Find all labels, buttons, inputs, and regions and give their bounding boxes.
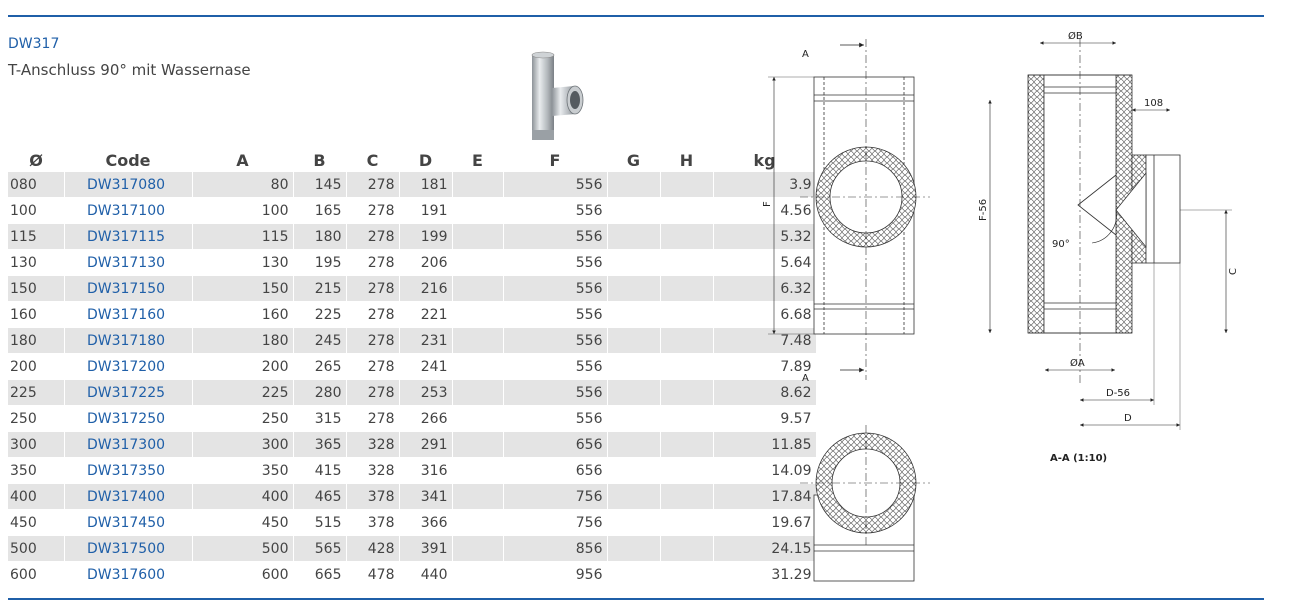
table-header-row (8, 149, 816, 172)
table-cell: 17.84 (713, 484, 816, 510)
col-header-c: C (366, 150, 379, 170)
table-cell (660, 276, 713, 302)
table-cell: 180 (192, 328, 293, 354)
table-cell: 500 (192, 536, 293, 562)
table-cell: 378 (346, 484, 399, 510)
table-cell: 278 (346, 328, 399, 354)
product-code-link[interactable]: DW317115 (64, 224, 192, 250)
table-cell: 415 (293, 458, 346, 484)
table-cell: 291 (399, 432, 452, 458)
table-cell: 215 (293, 276, 346, 302)
table-cell: 350 (8, 458, 64, 484)
table-cell: 266 (399, 406, 452, 432)
table-cell (452, 354, 503, 380)
table-cell: 278 (346, 380, 399, 406)
table-cell (452, 302, 503, 328)
table-row (8, 536, 816, 562)
table-cell (452, 276, 503, 302)
table-cell: 565 (293, 536, 346, 562)
table-cell: 278 (346, 406, 399, 432)
table-cell (660, 562, 713, 588)
table-cell (607, 406, 660, 432)
table-cell (607, 198, 660, 224)
table-cell: 216 (399, 276, 452, 302)
technical-drawing (740, 25, 1260, 590)
table-cell: 756 (503, 484, 607, 510)
table-cell (452, 536, 503, 562)
table-cell (607, 354, 660, 380)
table-cell (607, 432, 660, 458)
table-cell (452, 562, 503, 588)
table-cell: 6.32 (713, 276, 816, 302)
table-row (8, 354, 816, 380)
table-cell: 160 (8, 302, 64, 328)
table-cell: 556 (503, 172, 607, 198)
col-header-code: Code (105, 150, 151, 170)
table-cell: 5.64 (713, 250, 816, 276)
table-cell: 556 (503, 380, 607, 406)
table-cell (660, 354, 713, 380)
table-row (8, 380, 816, 406)
dim-label-b: ØB (1068, 31, 1083, 42)
table-cell (660, 484, 713, 510)
table-cell: 278 (346, 354, 399, 380)
table-cell: 450 (8, 510, 64, 536)
col-header-diameter: Ø (29, 150, 43, 170)
table-cell: 200 (192, 354, 293, 380)
product-code-link[interactable]: DW317100 (64, 198, 192, 224)
table-cell (452, 458, 503, 484)
table-cell: 500 (8, 536, 64, 562)
table-row (8, 224, 816, 250)
top-rule (8, 15, 1264, 17)
table-cell (607, 562, 660, 588)
table-cell: 278 (346, 172, 399, 198)
table-cell: 191 (399, 198, 452, 224)
table-cell (452, 198, 503, 224)
table-cell: 428 (346, 536, 399, 562)
section-marker-bottom: A (802, 373, 809, 384)
col-header-g: G (626, 150, 641, 170)
table-cell (660, 380, 713, 406)
table-cell: 328 (346, 432, 399, 458)
table-cell: 241 (399, 354, 452, 380)
table-cell: 328 (346, 458, 399, 484)
product-code-link[interactable]: DW317080 (64, 172, 192, 198)
col-header-f: F (549, 150, 561, 170)
table-cell: 7.89 (713, 354, 816, 380)
dim-label-d: D (1124, 413, 1132, 424)
table-cell (660, 536, 713, 562)
table-cell: 115 (8, 224, 64, 250)
table-cell: 391 (399, 536, 452, 562)
table-cell: 478 (346, 562, 399, 588)
table-cell (607, 380, 660, 406)
table-cell: 756 (503, 510, 607, 536)
table-cell: 278 (346, 302, 399, 328)
table-cell: 7.48 (713, 328, 816, 354)
table-cell: 341 (399, 484, 452, 510)
table-cell: 556 (503, 328, 607, 354)
dim-label-angle: 90° (1052, 239, 1070, 250)
col-header-a: A (236, 150, 249, 170)
product-code-link[interactable]: DW317300 (64, 432, 192, 458)
bottom-rule (8, 598, 1264, 600)
col-header-kg: kg (753, 150, 776, 170)
table-cell (607, 302, 660, 328)
table-cell: 24.15 (713, 536, 816, 562)
table-cell: 278 (346, 276, 399, 302)
table-cell: 315 (293, 406, 346, 432)
table-cell: 378 (346, 510, 399, 536)
table-cell (660, 250, 713, 276)
product-code-link[interactable]: DW317200 (64, 354, 192, 380)
table-cell: 365 (293, 432, 346, 458)
table-cell: 9.57 (713, 406, 816, 432)
table-cell (452, 484, 503, 510)
table-cell: 278 (346, 250, 399, 276)
table-cell: 278 (346, 224, 399, 250)
col-header-d: D (418, 150, 433, 170)
table-cell: 300 (192, 432, 293, 458)
table-cell: 450 (192, 510, 293, 536)
table-cell: 280 (293, 380, 346, 406)
table-row (8, 302, 816, 328)
table-cell: 180 (293, 224, 346, 250)
table-cell: 856 (503, 536, 607, 562)
table-cell: 200 (8, 354, 64, 380)
table-cell: 245 (293, 328, 346, 354)
table-row (8, 458, 816, 484)
table-cell: 080 (8, 172, 64, 198)
table-cell (660, 328, 713, 354)
table-cell: 656 (503, 458, 607, 484)
table-cell: 130 (192, 250, 293, 276)
table-row (8, 484, 816, 510)
table-cell (660, 172, 713, 198)
table-cell (452, 172, 503, 198)
table-cell: 231 (399, 328, 452, 354)
table-cell: 100 (8, 198, 64, 224)
table-cell: 400 (8, 484, 64, 510)
product-code-link[interactable]: DW317250 (64, 406, 192, 432)
col-header-e: E (472, 150, 483, 170)
table-cell (452, 432, 503, 458)
table-cell: 300 (8, 432, 64, 458)
table-cell: 31.29 (713, 562, 816, 588)
table-cell: 199 (399, 224, 452, 250)
table-cell (660, 224, 713, 250)
table-cell: 366 (399, 510, 452, 536)
table-cell: 80 (192, 172, 293, 198)
table-row (8, 328, 816, 354)
table-cell (607, 458, 660, 484)
spec-table (8, 149, 817, 587)
table-cell: 100 (192, 198, 293, 224)
table-cell: 225 (192, 380, 293, 406)
table-cell: 250 (8, 406, 64, 432)
table-cell (660, 510, 713, 536)
section-marker-top: A (802, 49, 809, 60)
table-cell: 180 (8, 328, 64, 354)
table-cell (660, 406, 713, 432)
table-cell: 556 (503, 276, 607, 302)
col-header-b: B (313, 150, 326, 170)
table-cell: 556 (503, 198, 607, 224)
table-cell: 556 (503, 354, 607, 380)
table-cell: 221 (399, 302, 452, 328)
dim-label-f: F (762, 201, 773, 207)
table-cell: 165 (293, 198, 346, 224)
product-code-link[interactable]: DW317225 (64, 380, 192, 406)
table-cell: 253 (399, 380, 452, 406)
table-cell: 956 (503, 562, 607, 588)
table-cell: 250 (192, 406, 293, 432)
table-cell: 440 (399, 562, 452, 588)
table-cell (607, 224, 660, 250)
table-cell: 265 (293, 354, 346, 380)
dim-label-108: 108 (1144, 98, 1164, 109)
bottom-view (800, 425, 930, 581)
table-row (8, 562, 816, 588)
table-cell (607, 250, 660, 276)
table-cell: 316 (399, 458, 452, 484)
table-cell: 656 (503, 432, 607, 458)
table-row (8, 250, 816, 276)
table-cell (660, 198, 713, 224)
table-row (8, 276, 816, 302)
table-cell (452, 406, 503, 432)
table-cell: 195 (293, 250, 346, 276)
table-cell: 8.62 (713, 380, 816, 406)
table-cell: 150 (192, 276, 293, 302)
table-row (8, 172, 816, 198)
table-cell (452, 224, 503, 250)
table-cell (452, 380, 503, 406)
table-cell: 225 (293, 302, 346, 328)
table-cell: 465 (293, 484, 346, 510)
table-cell (607, 172, 660, 198)
table-cell (452, 510, 503, 536)
table-cell: 278 (346, 198, 399, 224)
product-code-title: DW317 (8, 36, 60, 52)
table-cell: 145 (293, 172, 346, 198)
table-cell: 556 (503, 224, 607, 250)
table-cell (607, 484, 660, 510)
table-cell (607, 536, 660, 562)
table-cell: 3.9 (713, 172, 816, 198)
table-cell: 160 (192, 302, 293, 328)
table-cell: 115 (192, 224, 293, 250)
table-cell: 556 (503, 250, 607, 276)
dim-label-a: ØA (1070, 358, 1085, 369)
table-cell: 181 (399, 172, 452, 198)
table-row (8, 198, 816, 224)
table-cell (607, 328, 660, 354)
col-header-h: H (679, 150, 694, 170)
table-cell: 556 (503, 302, 607, 328)
front-view (768, 39, 930, 380)
table-cell: 225 (8, 380, 64, 406)
table-row (8, 510, 816, 536)
table-cell (660, 432, 713, 458)
table-cell (607, 510, 660, 536)
table-cell: 515 (293, 510, 346, 536)
table-cell (452, 328, 503, 354)
table-cell: 6.68 (713, 302, 816, 328)
table-cell (660, 458, 713, 484)
dim-label-f56: F-56 (978, 198, 989, 221)
table-cell (607, 276, 660, 302)
table-cell (452, 250, 503, 276)
section-view (990, 39, 1232, 430)
table-cell: 11.85 (713, 432, 816, 458)
product-code-link[interactable]: DW317450 (64, 510, 192, 536)
table-cell: 4.56 (713, 198, 816, 224)
product-code-link[interactable]: DW317400 (64, 484, 192, 510)
dim-label-d56: D-56 (1106, 388, 1131, 399)
table-row (8, 406, 816, 432)
table-cell: 600 (8, 562, 64, 588)
table-cell: 19.67 (713, 510, 816, 536)
table-cell: 14.09 (713, 458, 816, 484)
table-cell: 130 (8, 250, 64, 276)
product-code-link[interactable]: DW317150 (64, 276, 192, 302)
product-code-link[interactable]: DW317160 (64, 302, 192, 328)
table-cell (660, 302, 713, 328)
product-code-link[interactable]: DW317350 (64, 458, 192, 484)
table-cell: 665 (293, 562, 346, 588)
product-code-link[interactable]: DW317500 (64, 536, 192, 562)
table-cell: 400 (192, 484, 293, 510)
product-name: T-Anschluss 90° mit Wassernase (8, 61, 251, 79)
table-row (8, 432, 816, 458)
table-cell: 556 (503, 406, 607, 432)
table-cell: 5.32 (713, 224, 816, 250)
table-cell: 350 (192, 458, 293, 484)
product-code-link[interactable]: DW317600 (64, 562, 192, 588)
product-code-link[interactable]: DW317180 (64, 328, 192, 354)
dim-label-c: C (1228, 268, 1239, 275)
table-cell: 600 (192, 562, 293, 588)
section-caption: A-A (1:10) (1050, 453, 1108, 464)
table-cell: 206 (399, 250, 452, 276)
product-image (522, 50, 592, 145)
product-code-link[interactable]: DW317130 (64, 250, 192, 276)
table-cell: 150 (8, 276, 64, 302)
